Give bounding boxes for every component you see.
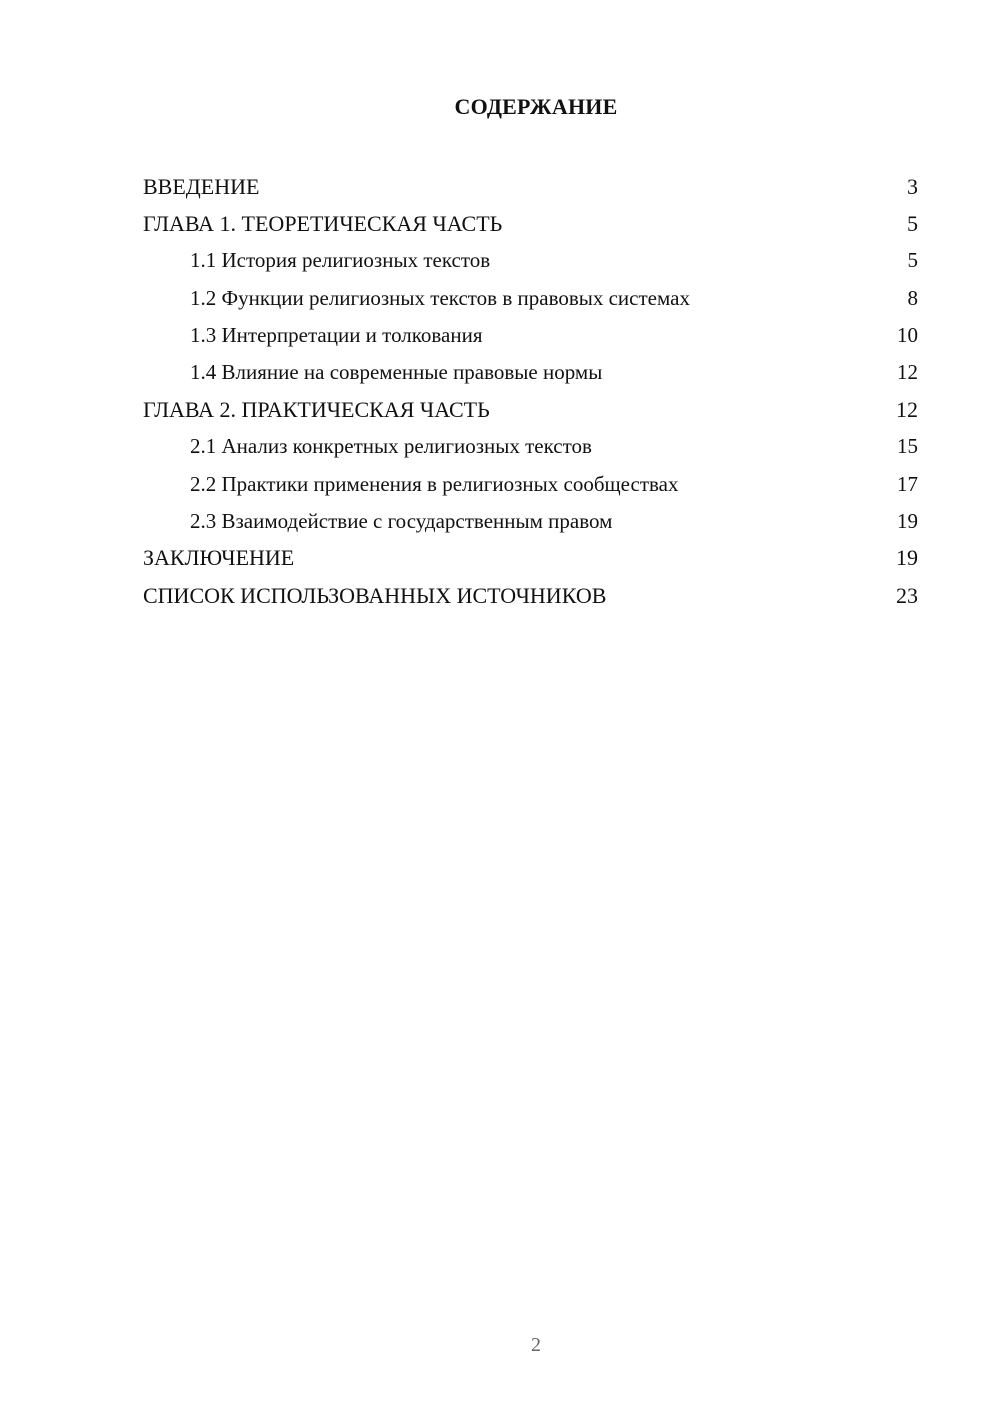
page-number: 2 [531, 1334, 541, 1356]
toc-entry-section-2-1[interactable] [143, 428, 918, 465]
toc-entry-page: 12 [897, 360, 918, 385]
toc-entry-section-1-2[interactable] [143, 280, 918, 317]
toc-entry-title: ГЛАВА 1. ТЕОРЕТИЧЕСКАЯ ЧАСТЬ [143, 210, 503, 236]
toc-entry-title: 2.2 Практики применения в религиозных сообществах [190, 471, 679, 496]
toc-entry-page: 19 [896, 545, 918, 571]
toc-entry-section-1-1[interactable] [143, 242, 918, 279]
toc-entry-conclusion[interactable] [143, 540, 918, 577]
toc-entry-page: 3 [907, 173, 918, 199]
toc-entry-section-2-2[interactable] [143, 466, 918, 503]
toc-entry-page: 19 [897, 508, 918, 533]
toc-entry-page: 10 [897, 322, 918, 347]
toc-entry-chapter-1[interactable] [143, 205, 918, 242]
toc-entry-title: ВВЕДЕНИЕ [143, 173, 260, 199]
toc-entry-introduction[interactable] [143, 168, 918, 205]
toc-entry-chapter-2[interactable] [143, 391, 918, 428]
toc-entry-title: 1.3 Интерпретации и толкования [190, 322, 483, 347]
toc-entry-page: 5 [907, 248, 918, 273]
toc-entry-title: 1.2 Функции религиозных текстов в правовых системах [190, 285, 690, 310]
toc-entry-section-1-3[interactable] [143, 317, 918, 354]
toc-entry-references[interactable] [143, 577, 918, 614]
toc-entry-title: 2.3 Взаимодействие с государственным правом [190, 508, 613, 533]
toc-entry-section-1-4[interactable] [143, 354, 918, 391]
toc-entry-title: 1.4 Влияние на современные правовые нормы [190, 360, 603, 385]
toc-entry-page: 12 [896, 396, 918, 422]
toc-heading: СОДЕРЖАНИЕ [454, 94, 618, 119]
toc-entry-page: 17 [897, 471, 918, 496]
toc-entry-title: ГЛАВА 2. ПРАКТИЧЕСКАЯ ЧАСТЬ [143, 396, 490, 422]
toc-entry-page: 8 [907, 285, 918, 310]
toc-entry-page: 23 [896, 582, 918, 608]
toc-entry-title: 2.1 Анализ конкретных религиозных текстов [190, 434, 592, 459]
table-of-contents [143, 168, 918, 614]
toc-entry-title: 1.1 История религиозных текстов [190, 248, 491, 273]
toc-entry-title: СПИСОК ИСПОЛЬЗОВАННЫХ ИСТОЧНИКОВ [143, 582, 607, 608]
toc-entry-page: 15 [897, 434, 918, 459]
toc-entry-page: 5 [907, 210, 918, 236]
toc-entry-title: ЗАКЛЮЧЕНИЕ [143, 545, 295, 571]
toc-entry-section-2-3[interactable] [143, 503, 918, 540]
